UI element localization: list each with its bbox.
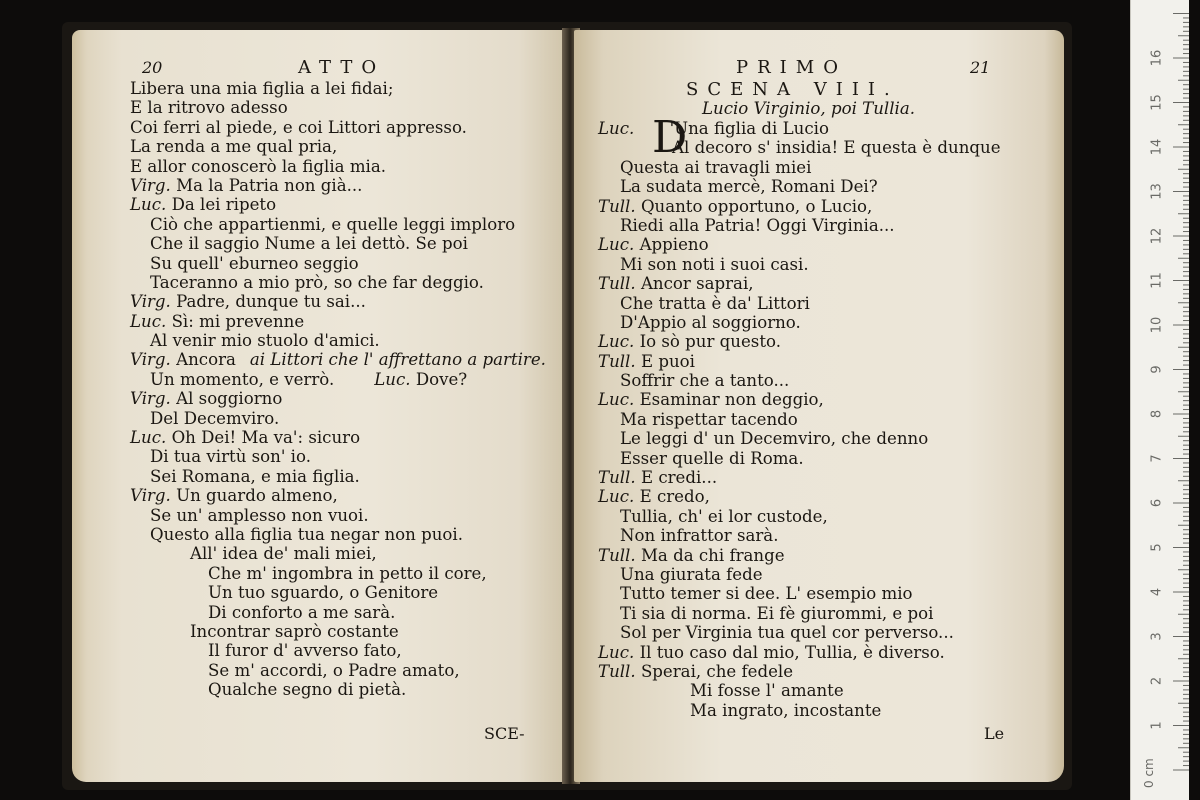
ruler-number: 3	[1149, 632, 1165, 641]
verse-text: Di conforto a me sarà.	[208, 602, 396, 622]
text-line	[598, 681, 1001, 700]
verse-text: E la ritrovo adesso	[130, 98, 288, 118]
text-line	[130, 641, 546, 660]
ruler-number: 16	[1149, 49, 1165, 67]
verse-text: D'Appio al soggiorno.	[620, 312, 801, 332]
text-line	[598, 565, 1001, 584]
text-line	[598, 701, 1001, 720]
verse-text: Questa ai travagli miei	[620, 157, 812, 177]
text-line	[130, 215, 546, 234]
text-line	[130, 622, 546, 641]
verse-text: Tutto temer si dee. L' esempio mio	[620, 584, 913, 604]
verse-text: Coi ferri al piede, e coi Littori appresso.	[130, 117, 467, 137]
text-line	[130, 176, 546, 195]
verse-text: La renda a me qual pria,	[130, 137, 338, 157]
speaker-label: Luc.	[598, 487, 635, 507]
text-line	[130, 583, 546, 602]
verse-text: Al decoro s' insidia! E questa è dunque	[672, 138, 1001, 158]
text-line	[598, 138, 1001, 157]
text-line	[130, 312, 546, 331]
verse-text: E credi...	[640, 468, 718, 488]
text-line	[130, 98, 546, 117]
stage-direction: ai Littori che l' affrettano a partire.	[249, 350, 546, 370]
speaker-label: Luc.	[598, 235, 635, 255]
text-line	[130, 234, 546, 253]
speaker-label: Luc.	[598, 332, 635, 352]
speaker-label: Virg.	[130, 175, 171, 195]
text-line	[130, 79, 546, 98]
ruler-number: 4	[1149, 587, 1165, 597]
text-line	[598, 371, 1001, 390]
verse-text: Un momento, e verrò.	[150, 369, 335, 389]
verse-text: Una giurata fede	[620, 564, 763, 584]
verse-text: Ancora	[176, 350, 236, 370]
ruler-number: 15	[1149, 94, 1165, 111]
ruler-unit-label: 0 cm	[1142, 758, 1156, 788]
verse-text: E puoi	[640, 351, 695, 371]
ruler-number: 5	[1149, 543, 1165, 552]
speaker-label: Luc.	[374, 369, 411, 389]
text-line	[598, 449, 1001, 468]
verse-text: Su quell' eburneo seggio	[150, 253, 359, 273]
verse-text: 'Una figlia di Lucio	[669, 119, 829, 138]
ruler-number: 10	[1149, 316, 1165, 334]
verse-text: E credo,	[639, 487, 710, 507]
left-page	[72, 30, 568, 782]
verse-text: E allor conoscerò la figlia mia.	[130, 156, 387, 176]
scene-characters: Lucio Virginio, poi Tullia.	[702, 99, 916, 118]
verse-text: Al venir mio stuolo d'amici.	[150, 331, 380, 351]
verse-text: Il furor d' avverso fato,	[208, 641, 402, 661]
text-line	[130, 544, 546, 563]
right-running-header: PRIMO	[736, 57, 847, 78]
text-line	[130, 137, 546, 156]
right-page-text	[598, 119, 1001, 720]
text-line	[598, 584, 1001, 603]
text-line	[598, 487, 1001, 506]
right-catchword: Le	[984, 724, 1005, 743]
speaker-label: Virg.	[130, 389, 171, 409]
text-line	[598, 119, 1001, 138]
ruler-number: 2	[1149, 676, 1165, 686]
verse-text: Sperai, che fedele	[640, 661, 794, 681]
ruler-scale	[1131, 0, 1189, 800]
text-line	[130, 486, 546, 505]
verse-text: Appieno	[639, 235, 709, 255]
text-line	[598, 177, 1001, 196]
text-line	[130, 506, 546, 525]
left-page-number: 20	[142, 58, 163, 77]
speaker-label: Luc.	[598, 642, 635, 662]
verse-text: Un tuo sguardo, o Genitore	[208, 583, 439, 603]
speaker-label: Luc.	[130, 428, 167, 448]
text-line	[130, 409, 546, 428]
speaker-label: Tull.	[598, 468, 636, 488]
verse-text: Io sò pur questo.	[639, 332, 781, 352]
text-line	[130, 273, 546, 292]
text-line	[130, 370, 546, 389]
text-line	[130, 447, 546, 466]
text-line	[598, 507, 1001, 526]
ruler-number: 1	[1149, 721, 1165, 730]
speaker-label: Luc.	[598, 119, 635, 138]
ruler-number: 8	[1149, 409, 1165, 419]
text-line	[130, 467, 546, 486]
verse-text: Libera una mia figlia a lei fidai;	[130, 79, 394, 98]
verse-text: Qualche segno di pietà.	[208, 680, 407, 700]
text-line	[598, 313, 1001, 332]
speaker-label: Virg.	[130, 350, 171, 370]
verse-text: Da lei ripeto	[171, 195, 277, 215]
text-line	[598, 390, 1001, 409]
text-line	[598, 429, 1001, 448]
text-line	[130, 350, 546, 369]
ruler-number: 11	[1149, 272, 1165, 289]
text-line	[598, 410, 1001, 429]
verse-text: Questo alla figlia tua negar non puoi.	[150, 524, 463, 544]
verse-text: Mi fosse l' amante	[690, 681, 844, 701]
text-line	[598, 197, 1001, 216]
verse-text: All' idea de' mali miei,	[190, 544, 377, 564]
text-line	[130, 331, 546, 350]
verse-text: Se m' accordi, o Padre amato,	[208, 660, 460, 680]
verse-text: Che m' ingombra in petto il core,	[208, 563, 487, 583]
verse-text: Dove?	[415, 369, 468, 389]
verse-text: Le leggi d' un Decemviro, che denno	[620, 429, 929, 449]
ruler-number: 9	[1149, 365, 1165, 374]
scene-title: SCENA VIII.	[686, 79, 899, 100]
speaker-label: Luc.	[130, 311, 167, 331]
text-line	[130, 428, 546, 447]
speaker-label: Luc.	[130, 195, 167, 215]
text-line	[130, 603, 546, 622]
verse-text: Oh Dei! Ma va': sicuro	[171, 428, 361, 448]
text-line	[598, 623, 1001, 642]
verse-text: Ciò che appartienmi, e quelle leggi imploro	[150, 214, 516, 234]
text-line	[598, 235, 1001, 254]
verse-text: Non infrattor sarà.	[620, 526, 779, 546]
ruler-number: 12	[1149, 227, 1165, 245]
left-page-text	[130, 79, 546, 700]
text-line	[598, 216, 1001, 235]
verse-text: Del Decemviro.	[150, 408, 280, 428]
text-line	[598, 643, 1001, 662]
verse-text: Ancor saprai,	[640, 274, 754, 294]
verse-text: Incontrar saprò costante	[190, 621, 399, 641]
text-line	[598, 604, 1001, 623]
verse-text: Ti sia di norma. Ei fè giurommi, e poi	[620, 603, 934, 623]
right-page	[574, 30, 1064, 782]
text-line	[598, 546, 1001, 565]
verse-text: Sì: mi prevenne	[171, 311, 305, 331]
verse-text: Esaminar non deggio,	[639, 390, 824, 410]
text-line	[598, 332, 1001, 351]
verse-text: Che il saggio Nume a lei dettò. Se poi	[150, 234, 468, 254]
text-line	[598, 274, 1001, 293]
verse-text: Un guardo almeno,	[176, 486, 338, 506]
text-line	[598, 158, 1001, 177]
verse-text: Quanto opportuno, o Lucio,	[640, 196, 873, 216]
verse-text: Riedi alla Patria! Oggi Virginia...	[620, 215, 895, 235]
speaker-label: Virg.	[130, 486, 171, 506]
text-line	[598, 526, 1001, 545]
verse-text: Che tratta è da' Littori	[620, 293, 810, 313]
text-line	[130, 195, 546, 214]
verse-text: Tullia, ch' ei lor custode,	[620, 506, 828, 526]
text-line	[130, 254, 546, 273]
speaker-label: Tull.	[598, 545, 636, 565]
text-line	[130, 661, 546, 680]
text-line	[130, 389, 546, 408]
text-line	[598, 662, 1001, 681]
text-line	[130, 680, 546, 699]
verse-text: Taceranno a mio prò, so che far deggio.	[150, 272, 484, 292]
ruler-number: 14	[1149, 138, 1165, 156]
text-line	[130, 564, 546, 583]
verse-text: Padre, dunque tu sai...	[176, 292, 366, 312]
text-line	[130, 292, 546, 311]
verse-text: La sudata mercè, Romani Dei?	[620, 177, 878, 197]
speaker-label: Tull.	[598, 196, 636, 216]
speaker-label: Virg.	[130, 292, 171, 312]
text-line	[598, 468, 1001, 487]
verse-text: Il tuo caso dal mio, Tullia, è diverso.	[639, 642, 945, 662]
left-catchword: SCE-	[484, 724, 525, 743]
verse-text: Al soggiorno	[176, 389, 283, 409]
verse-text: Sei Romana, e mia figlia.	[150, 466, 360, 486]
verse-text: Di tua virtù son' io.	[150, 447, 311, 467]
text-line	[130, 118, 546, 137]
ruler-number: 6	[1149, 498, 1165, 508]
verse-text: Mi son noti i suoi casi.	[620, 254, 809, 274]
speaker-label: Tull.	[598, 351, 636, 371]
speaker-label: Tull.	[598, 274, 636, 294]
ruler-number: 13	[1149, 183, 1165, 200]
left-running-header: ATTO	[298, 57, 386, 78]
text-line	[130, 157, 546, 176]
verse-text: Ma ingrato, incostante	[690, 700, 882, 720]
verse-text: Soffrir che a tanto...	[620, 371, 790, 391]
verse-text: Ma rispettar tacendo	[620, 409, 798, 429]
right-page-number: 21	[970, 58, 991, 77]
text-line	[130, 525, 546, 544]
drop-cap: D	[652, 112, 688, 163]
verse-text: Esser quelle di Roma.	[620, 448, 804, 468]
speaker-label: Tull.	[598, 661, 636, 681]
verse-text: Se un' amplesso non vuoi.	[150, 505, 369, 525]
verse-text: Ma la Patria non già...	[176, 175, 363, 195]
measuring-ruler	[1130, 0, 1189, 800]
speaker-label: Luc.	[598, 390, 635, 410]
verse-text: Ma da chi frange	[640, 545, 785, 565]
verse-text: Sol per Virginia tua quel cor perverso...	[620, 623, 954, 643]
text-line	[598, 294, 1001, 313]
ruler-number: 7	[1149, 454, 1165, 463]
text-line	[598, 352, 1001, 371]
text-line	[598, 255, 1001, 274]
